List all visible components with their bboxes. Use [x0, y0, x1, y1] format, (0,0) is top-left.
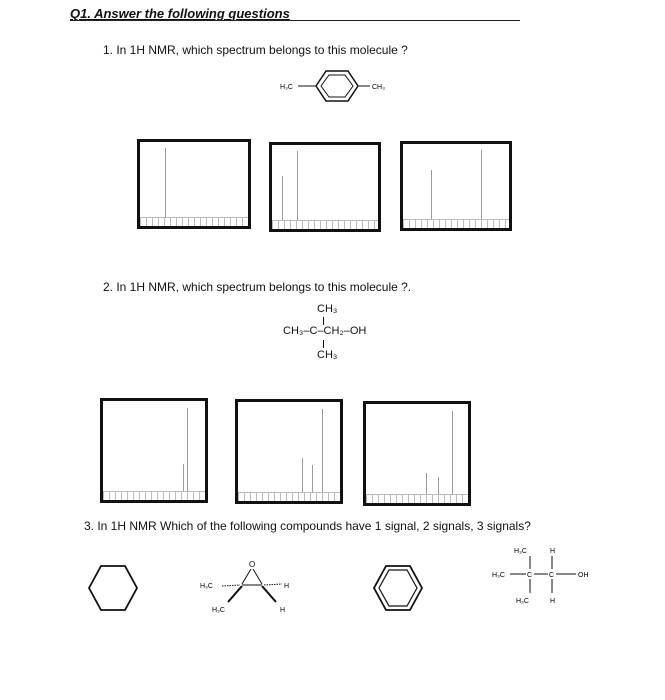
benzene-structure	[370, 562, 426, 614]
q2-bond-bottom	[323, 340, 324, 348]
q2-spectrum-b[interactable]	[235, 399, 343, 504]
alcohol-hydroxyl: OH	[578, 572, 589, 579]
peak	[452, 411, 453, 495]
alcohol-bottom-methyl: H₃C	[516, 598, 529, 605]
peak	[302, 458, 303, 493]
epoxide-structure	[198, 556, 308, 618]
alcohol-left-methyl: H₃C	[492, 572, 505, 579]
alcohol-structure	[490, 543, 600, 613]
peak	[481, 150, 482, 220]
benzene-inner-ring	[321, 75, 353, 97]
q2-bottom-methyl: CH₃	[317, 349, 338, 361]
ppm-axis	[403, 219, 509, 228]
alcohol-carbon-2: C	[549, 572, 555, 579]
q2-top-methyl: CH₃	[317, 303, 338, 315]
cyclohexane-structure	[85, 562, 141, 614]
q2-main-chain: CH₃–C–CH₂–OH	[283, 325, 367, 337]
question-2-text: 2. In 1H NMR, which spectrum belongs to this molecule ?.	[103, 280, 412, 294]
peak	[426, 473, 427, 495]
question-1-text: 1. In 1H NMR, which spectrum belongs to this molecule ?	[103, 43, 408, 57]
para-xylene-structure	[270, 68, 410, 108]
peak	[282, 176, 283, 221]
epoxide-left-bottom-methyl: H₃C	[212, 607, 225, 614]
ppm-axis	[272, 220, 378, 229]
q1-spectrum-b[interactable]	[269, 142, 381, 232]
peak	[165, 148, 166, 218]
ppm-axis	[366, 494, 468, 503]
alcohol-top-methyl: H₃C	[514, 548, 527, 555]
alcohol-carbon-1: C	[527, 572, 533, 579]
peak	[297, 151, 298, 221]
title-underline	[70, 20, 520, 21]
epoxide-right-h: H	[284, 583, 290, 590]
peak	[312, 465, 313, 493]
ppm-axis	[238, 492, 340, 501]
q1-spectrum-a[interactable]	[137, 139, 251, 229]
q2-bond-top	[323, 317, 324, 325]
alcohol-bottom-h: H	[550, 598, 556, 605]
q2-spectrum-c[interactable]	[363, 401, 471, 506]
peak	[431, 170, 432, 220]
ppm-axis	[103, 491, 205, 500]
peak	[183, 464, 184, 492]
ppm-axis	[140, 217, 248, 226]
epoxide-right-bottom-h: H	[280, 607, 286, 614]
epoxide-left-methyl: H₃C	[200, 583, 213, 590]
q1-spectrum-c[interactable]	[400, 141, 512, 231]
peak	[187, 408, 188, 492]
epoxide-oxygen: O	[249, 560, 256, 569]
para-xylene-right-methyl: CH₃	[372, 84, 385, 91]
para-xylene-left-methyl: H₃C	[280, 84, 293, 91]
page-title: Q1. Answer the following questions	[70, 6, 290, 21]
q2-spectrum-a[interactable]	[100, 398, 208, 503]
peak	[438, 477, 439, 495]
alcohol-top-h: H	[550, 548, 556, 555]
peak	[322, 409, 323, 493]
question-3-text: 3. In 1H NMR Which of the following compounds have 1 signal, 2 signals, 3 signals?	[84, 519, 531, 533]
